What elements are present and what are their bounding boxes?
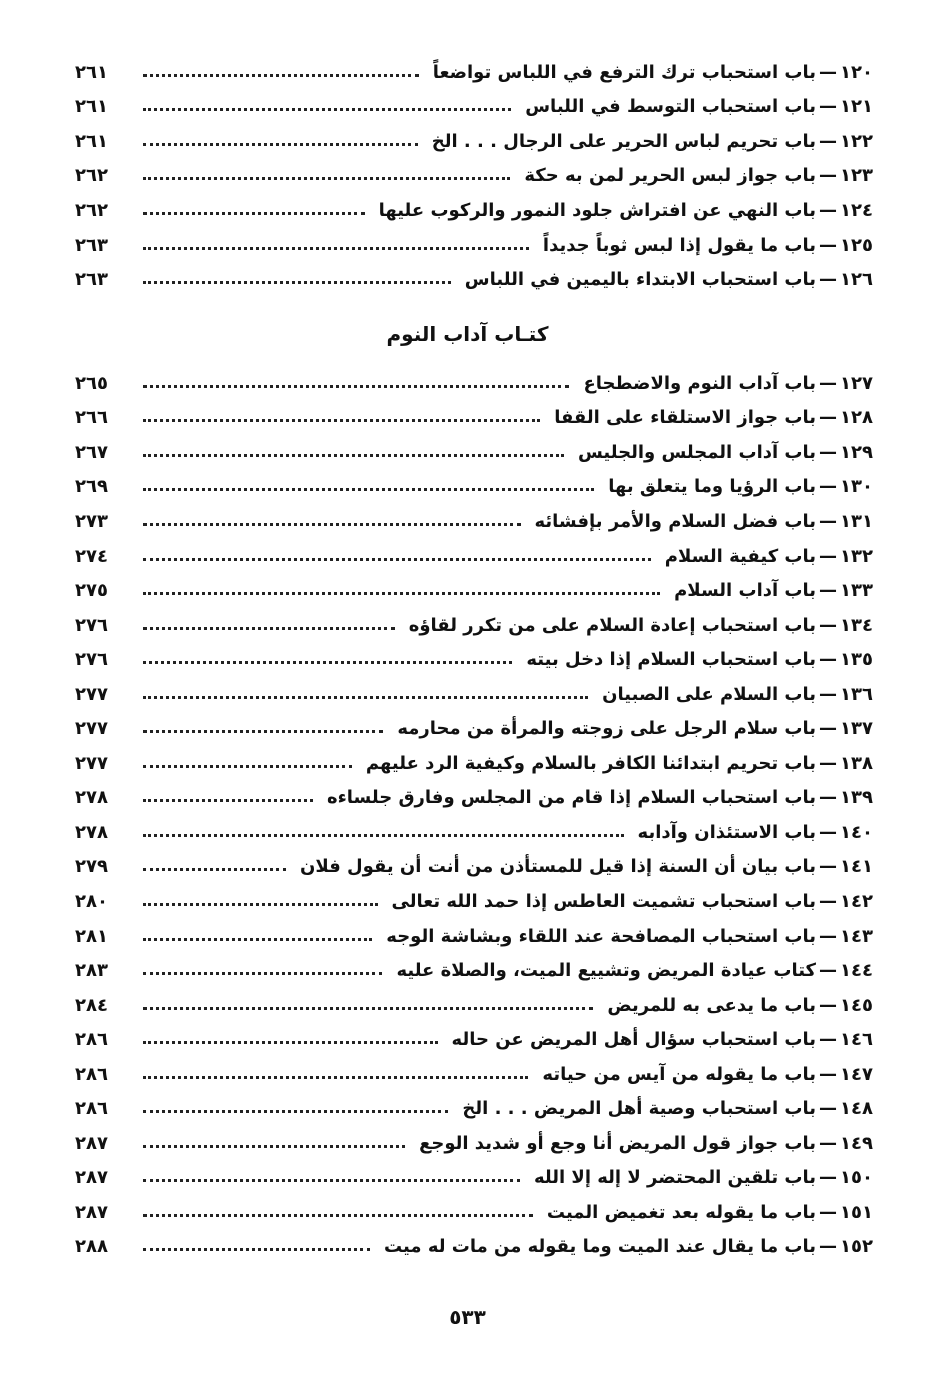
entry-dash: —	[819, 683, 838, 705]
toc-entry	[75, 1091, 873, 1126]
entry-number: ١٢٨	[840, 407, 873, 429]
entry-dash: —	[819, 165, 838, 187]
entry-title: باب آداب المجلس والجليس	[577, 441, 817, 463]
entry-title: باب استحباب المصافحة عند اللقاء وبشاشة الوجه	[386, 925, 817, 947]
entry-page-number: ٢٨٧	[75, 1167, 108, 1189]
entry-page-number: ٢٧٧	[75, 683, 108, 705]
entry-title: باب جواز الاستلقاء على القفا	[554, 407, 817, 429]
entry-dash: —	[819, 580, 838, 602]
entry-title: باب سلام الرجل على زوجته والمرأة من محارمه	[397, 718, 817, 740]
toc-entry	[75, 1022, 873, 1057]
entry-dash: —	[819, 718, 838, 740]
entry-title: باب تحريم لباس الحرير على الرجال . . . الخ	[431, 130, 817, 152]
entry-title: باب فضل السلام والأمر بإفشائه	[534, 510, 817, 532]
toc-entry	[75, 573, 873, 608]
toc-entry	[75, 677, 873, 712]
entry-dash: —	[819, 476, 838, 498]
entry-number: ١٣٢	[840, 545, 873, 567]
entry-title: باب استحباب تشميت العاطس إذا حمد الله تعالى	[391, 890, 817, 912]
entry-number: ١٢٣	[840, 165, 873, 187]
entry-title: باب استحباب سؤال أهل المريض عن حاله	[451, 1029, 817, 1051]
entry-title: باب استحباب التوسط في اللباس	[525, 96, 817, 118]
entry-page-number: ٢٧٧	[75, 752, 108, 774]
toc-entry	[75, 1230, 873, 1265]
entry-title: باب آداب السلام	[674, 580, 817, 602]
entry-title: باب النهي عن افتراش جلود النمور والركوب عليها	[378, 199, 817, 221]
entry-page-number: ٢٧٨	[75, 821, 108, 843]
dot-leader	[143, 247, 529, 250]
entry-dash: —	[819, 1098, 838, 1120]
toc-entry	[75, 988, 873, 1023]
entry-dash: —	[819, 510, 838, 532]
entry-page-number: ٢٧٩	[75, 856, 108, 878]
entry-dash: —	[819, 61, 838, 83]
entry-page-number: ٢٨٧	[75, 1132, 108, 1154]
entry-dash: —	[819, 1167, 838, 1189]
entry-page-number: ٢٧٦	[75, 614, 108, 636]
entry-number: ١٤٨	[840, 1098, 873, 1120]
entry-page-number: ٢٧٥	[75, 580, 108, 602]
entry-title: باب آداب النوم والاضطجاع	[583, 372, 817, 394]
entry-number: ١٣١	[840, 510, 873, 532]
entry-page-number: ٢٦٣	[75, 269, 108, 291]
entry-number: ١٢٦	[840, 269, 873, 291]
entry-page-number: ٢٦١	[75, 130, 108, 152]
toc-entry	[75, 781, 873, 816]
entry-dash: —	[819, 234, 838, 256]
toc-entry	[75, 401, 873, 436]
entry-page-number: ٢٨١	[75, 925, 108, 947]
dot-leader	[143, 730, 383, 733]
toc-entry	[75, 504, 873, 539]
dot-leader	[143, 419, 540, 422]
toc-entry	[75, 159, 873, 194]
dot-leader	[143, 1248, 370, 1251]
dot-leader	[143, 972, 382, 975]
dot-leader	[143, 1007, 593, 1010]
entry-number: ١٢٠	[840, 61, 873, 83]
toc-entry	[75, 539, 873, 574]
entry-title: باب ما يقول إذا لبس ثوباً جديداً	[542, 234, 817, 256]
dot-leader	[143, 696, 588, 699]
entry-dash: —	[819, 269, 838, 291]
entry-number: ١٤٢	[840, 890, 873, 912]
dot-leader	[143, 74, 419, 77]
entry-number: ١٣٥	[840, 649, 873, 671]
toc-entry	[75, 1057, 873, 1092]
dot-leader	[143, 212, 365, 215]
entry-dash: —	[819, 752, 838, 774]
dot-leader	[143, 385, 569, 388]
toc-entry	[75, 919, 873, 954]
dot-leader	[143, 1110, 448, 1113]
toc-entry	[75, 953, 873, 988]
entry-title: باب السلام على الصبيان	[602, 683, 817, 705]
dot-leader	[143, 868, 286, 871]
dot-leader	[143, 661, 512, 664]
entry-title: باب الرؤيا وما يتعلق بها	[608, 476, 817, 498]
dot-leader	[143, 281, 451, 284]
entry-number: ١٢٢	[840, 130, 873, 152]
entry-title: باب جواز لبس الحرير لمن به حكة	[524, 165, 817, 187]
toc-entry	[75, 470, 873, 505]
entry-number: ١٢٧	[840, 372, 873, 394]
entry-number: ١٣٤	[840, 614, 873, 636]
toc-entry	[75, 642, 873, 677]
entry-number: ١٣٨	[840, 752, 873, 774]
entry-page-number: ٢٦١	[75, 96, 108, 118]
dot-leader	[143, 177, 510, 180]
dot-leader	[143, 488, 594, 491]
entry-page-number: ٢٨٦	[75, 1098, 108, 1120]
entry-number: ١٤٩	[840, 1132, 873, 1154]
dot-leader	[143, 592, 660, 595]
toc-entry	[75, 746, 873, 781]
dot-leader	[143, 1076, 528, 1079]
entry-number: ١٣٣	[840, 580, 873, 602]
dot-leader	[143, 454, 564, 457]
entry-page-number: ٢٧٧	[75, 718, 108, 740]
entry-page-number: ٢٦٦	[75, 407, 108, 429]
entry-number: ١٤٠	[840, 821, 873, 843]
entry-number: ١٣٩	[840, 787, 873, 809]
toc-entry	[75, 262, 873, 297]
entry-page-number: ٢٦٥	[75, 372, 108, 394]
toc-entry	[75, 228, 873, 263]
entry-title: باب ما يقوله من آيس من حياته	[542, 1063, 817, 1085]
entry-title: باب ما يدعى به للمريض	[607, 994, 817, 1016]
dot-leader	[143, 1145, 405, 1148]
toc-entry	[75, 1195, 873, 1230]
entry-number: ١٤٥	[840, 994, 873, 1016]
entry-title: باب استحباب السلام إذا قام من المجلس وفارق جلساءه	[326, 787, 817, 809]
entry-title: باب استحباب السلام إذا دخل بيته	[526, 649, 817, 671]
entry-page-number: ٢٨٦	[75, 1029, 108, 1051]
entry-title: باب بيان أن السنة إذا قيل للمستأذن من أنت أن يقول فلان	[299, 856, 817, 878]
entry-number: ١٣٧	[840, 718, 873, 740]
entry-page-number: ٢٦٢	[75, 199, 108, 221]
entry-number: ١٤٣	[840, 925, 873, 947]
toc-entry	[75, 1126, 873, 1161]
entry-title: باب جواز قول المريض أنا وجع أو شديد الوجع	[419, 1132, 817, 1154]
entry-number: ١٤٦	[840, 1029, 873, 1051]
toc-entry	[75, 608, 873, 643]
section-heading: كتـاب آداب النوم	[386, 322, 549, 346]
entry-title: باب الاستئذان وآدابه	[637, 821, 817, 843]
toc-entry	[75, 711, 873, 746]
entry-number: ١٤٤	[840, 960, 873, 982]
entry-page-number: ٢٧٤	[75, 545, 108, 567]
entry-page-number: ٢٨٤	[75, 994, 108, 1016]
entry-page-number: ٢٦٩	[75, 476, 108, 498]
dot-leader	[143, 1041, 438, 1044]
toc-group-sleep	[75, 366, 873, 1264]
dot-leader	[143, 799, 313, 802]
toc-entry	[75, 366, 873, 401]
entry-dash: —	[819, 856, 838, 878]
dot-leader	[143, 108, 511, 111]
dot-leader	[143, 1214, 533, 1217]
entry-title: باب ما يقال عند الميت وما يقوله من مات له ميت	[384, 1236, 817, 1258]
dot-leader	[143, 558, 651, 561]
entry-page-number: ٢٧٨	[75, 787, 108, 809]
entry-title: باب تحريم ابتدائنا الكافر بالسلام وكيفية الرد عليهم	[365, 752, 817, 774]
entry-number: ١٣٦	[840, 683, 873, 705]
toc-entry	[75, 1161, 873, 1196]
entry-dash: —	[819, 890, 838, 912]
entry-title: باب تلقين المحتضر لا إله إلا الله	[533, 1167, 817, 1189]
toc-entry	[75, 815, 873, 850]
dot-leader	[143, 938, 372, 941]
entry-number: ١٢٩	[840, 441, 873, 463]
entry-page-number: ٢٦٢	[75, 165, 108, 187]
entry-title: باب استحباب وصية أهل المريض . . . الخ	[462, 1098, 817, 1120]
entry-page-number: ٢٧٣	[75, 510, 108, 532]
entry-dash: —	[819, 925, 838, 947]
entry-title: كتاب عيادة المريض وتشييع الميت، والصلاة عليه	[396, 960, 817, 982]
dot-leader	[143, 627, 395, 630]
entry-page-number: ٢٨٧	[75, 1201, 108, 1223]
entry-number: ١٥٠	[840, 1167, 873, 1189]
entry-dash: —	[819, 130, 838, 152]
entry-number: ١٢٥	[840, 234, 873, 256]
toc-entry	[75, 435, 873, 470]
entry-dash: —	[819, 1201, 838, 1223]
entry-dash: —	[819, 787, 838, 809]
entry-page-number: ٢٨٠	[75, 890, 108, 912]
entry-dash: —	[819, 994, 838, 1016]
toc-entry	[75, 193, 873, 228]
entry-dash: —	[819, 96, 838, 118]
dot-leader	[143, 903, 378, 906]
entry-page-number: ٢٦٧	[75, 441, 108, 463]
entry-title: باب ما يقوله بعد تغميض الميت	[546, 1201, 817, 1223]
entry-dash: —	[819, 545, 838, 567]
entry-dash: —	[819, 199, 838, 221]
toc-group-clothing	[75, 55, 873, 297]
entry-dash: —	[819, 649, 838, 671]
dot-leader	[143, 834, 624, 837]
entry-title: باب استحباب الابتداء باليمين في اللباس	[464, 269, 817, 291]
entry-dash: —	[819, 960, 838, 982]
entry-title: باب استحباب إعادة السلام على من تكرر لقاؤه	[408, 614, 817, 636]
entry-dash: —	[819, 441, 838, 463]
entry-dash: —	[819, 614, 838, 636]
page-number: ٥٣٣	[449, 1305, 486, 1329]
dot-leader	[143, 1179, 520, 1182]
entry-page-number: ٢٧٦	[75, 649, 108, 671]
entry-page-number: ٢٨٣	[75, 960, 108, 982]
toc-entry	[75, 884, 873, 919]
entry-number: ١٢٤	[840, 199, 873, 221]
entry-dash: —	[819, 1236, 838, 1258]
entry-page-number: ٢٨٨	[75, 1236, 108, 1258]
entry-dash: —	[819, 372, 838, 394]
entry-dash: —	[819, 1029, 838, 1051]
toc-entry	[75, 55, 873, 90]
entry-page-number: ٢٨٦	[75, 1063, 108, 1085]
entry-number: ١٣٠	[840, 476, 873, 498]
entry-dash: —	[819, 821, 838, 843]
entry-dash: —	[819, 1063, 838, 1085]
entry-number: ١٥١	[840, 1201, 873, 1223]
toc-entry	[75, 850, 873, 885]
toc-entry	[75, 90, 873, 125]
entry-title: باب استحباب ترك الترفع في اللباس تواضعاً	[432, 61, 817, 83]
entry-number: ١٢١	[840, 96, 873, 118]
entry-page-number: ٢٦٣	[75, 234, 108, 256]
entry-number: ١٤١	[840, 856, 873, 878]
dot-leader	[143, 765, 352, 768]
entry-title: باب كيفية السلام	[664, 545, 817, 567]
entry-dash: —	[819, 407, 838, 429]
entry-number: ١٥٢	[840, 1236, 873, 1258]
entry-dash: —	[819, 1132, 838, 1154]
dot-leader	[143, 523, 521, 526]
toc-entry	[75, 124, 873, 159]
entry-page-number: ٢٦١	[75, 61, 108, 83]
dot-leader	[143, 143, 418, 146]
entry-number: ١٤٧	[840, 1063, 873, 1085]
